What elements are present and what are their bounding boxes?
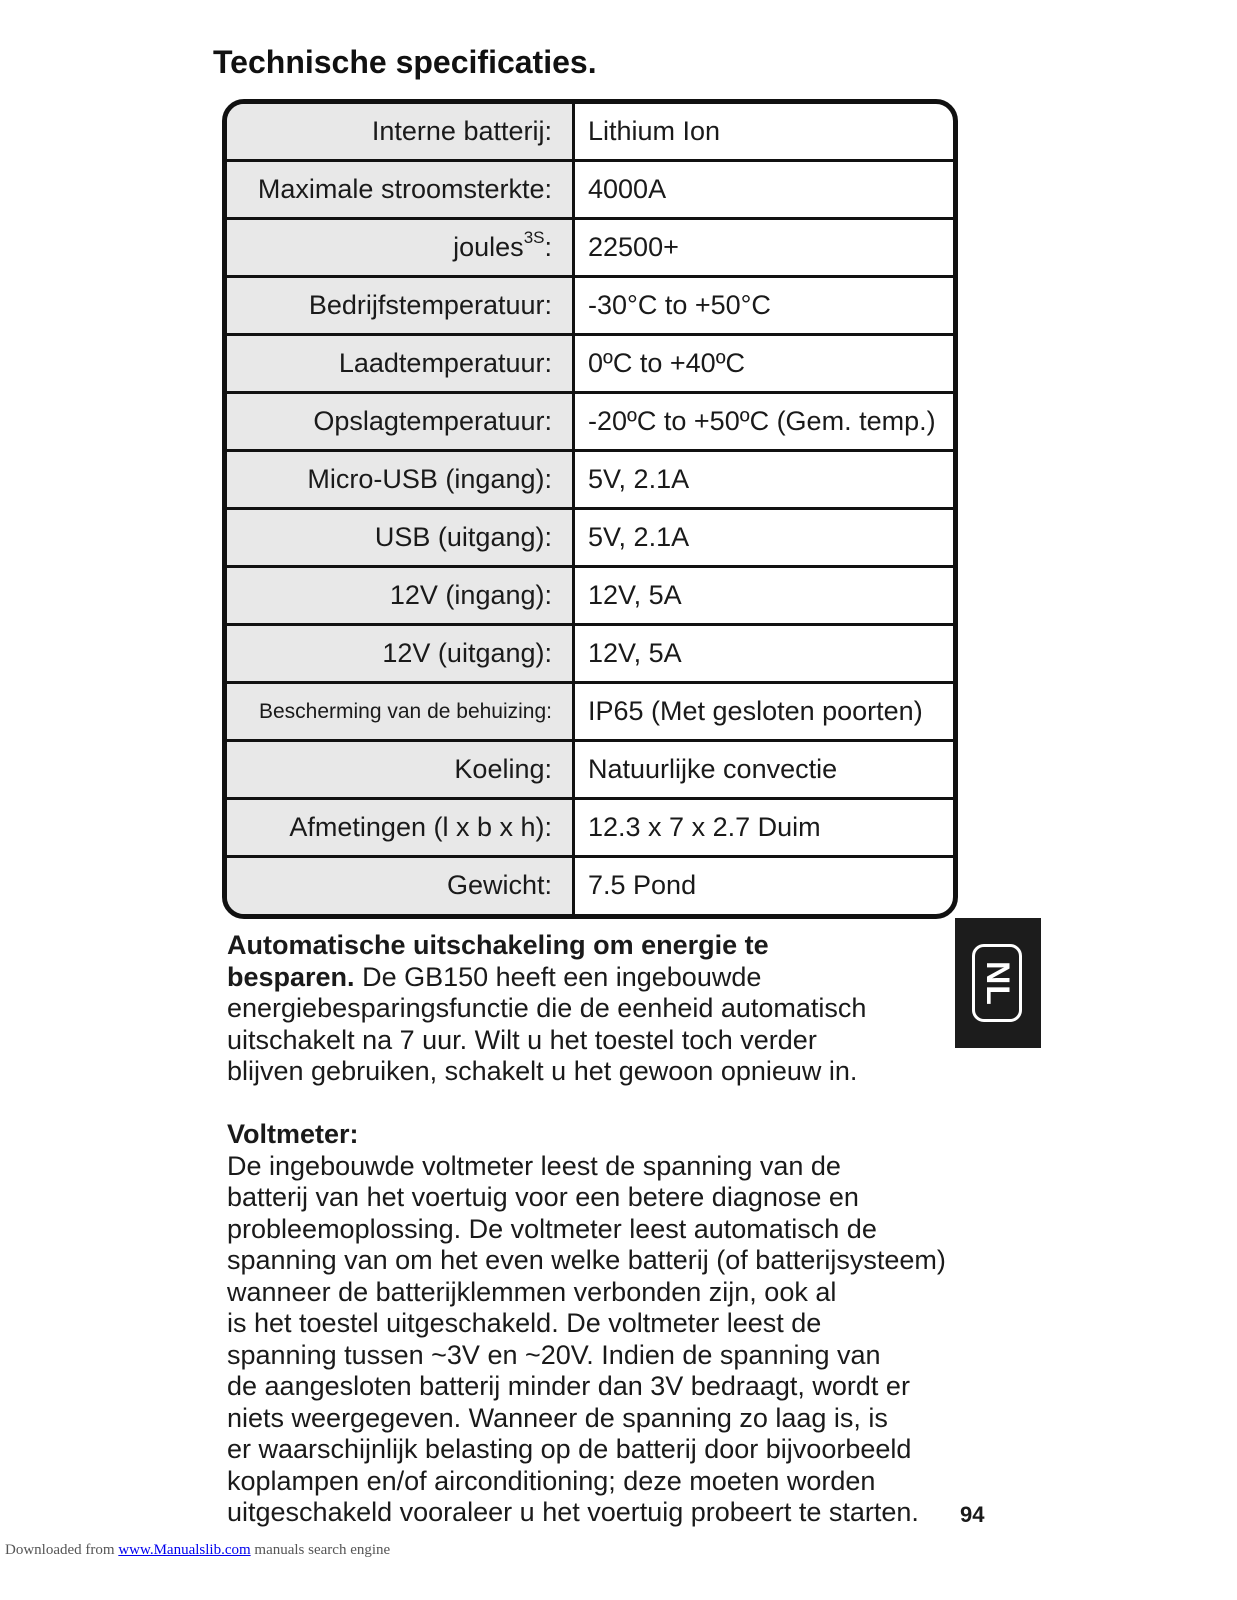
- voltmeter-line: De ingebouwde voltmeter leest de spanning van de: [227, 1150, 841, 1181]
- spec-row: [227, 568, 953, 626]
- spec-row: [227, 104, 953, 162]
- voltmeter-line: probleemoplossing. De voltmeter leest automatisch de: [227, 1213, 877, 1244]
- voltmeter-heading: Voltmeter:: [227, 1119, 359, 1149]
- spec-label: Koeling:: [227, 742, 575, 797]
- spec-value: 5V, 2.1A: [588, 522, 690, 552]
- voltmeter-line: wanneer de batterijklemmen verbonden zijn, ook al: [227, 1276, 837, 1307]
- voltmeter-section: [227, 1119, 987, 1529]
- spec-value: Natuurlijke convectie: [588, 754, 838, 784]
- spec-label: Afmetingen (l x b x h):: [227, 800, 575, 855]
- spec-row: [227, 278, 953, 336]
- spec-value: 4000A: [588, 174, 667, 204]
- voltmeter-line: koplampen en/of airconditioning; deze moeten worden: [227, 1465, 876, 1496]
- spec-value: 0ºC to +40ºC: [588, 348, 746, 378]
- spec-label: Laadtemperatuur:: [227, 336, 575, 391]
- spec-value: 22500+: [588, 232, 679, 262]
- language-tab: [955, 918, 1041, 1048]
- voltmeter-line: is het toestel uitgeschakeld. De voltmeter leest de: [227, 1308, 822, 1338]
- voltmeter-line: spanning van om het even welke batterij (of batterijsysteem): [227, 1245, 946, 1275]
- spec-label: Bedrijfstemperatuur:: [227, 278, 575, 333]
- spec-label: Interne batterij:: [227, 104, 575, 159]
- voltmeter-line: uitgeschakeld vooraleer u het voertuig probeert te starten.: [227, 1497, 919, 1527]
- spec-value: 7.5 Pond: [588, 870, 697, 900]
- spec-value: 12.3 x 7 x 2.7 Duim: [588, 812, 821, 842]
- footer-prefix: Downloaded from: [5, 1542, 119, 1558]
- spec-value: -30°C to +50°C: [588, 290, 771, 320]
- spec-row: [227, 162, 953, 220]
- auto-off-section: [227, 930, 947, 1088]
- spec-label: Maximale stroomsterkte:: [227, 162, 575, 217]
- spec-label: 12V (ingang):: [227, 568, 575, 623]
- spec-value: 12V, 5A: [588, 580, 682, 610]
- spec-row: [227, 510, 953, 568]
- voltmeter-line: de aangesloten batterij minder dan 3V bedraagt, wordt er: [227, 1371, 910, 1401]
- manualslib-link[interactable]: www.Manualslib.com: [118, 1542, 251, 1558]
- spec-label-colon: :: [544, 232, 552, 262]
- auto-off-line: blijven gebruiken, schakelt u het gewoon opnieuw in.: [227, 1056, 858, 1086]
- spec-label: [227, 220, 575, 275]
- spec-label-text: joules: [453, 232, 524, 262]
- spec-value: Lithium Ion: [588, 116, 721, 146]
- spec-row: [227, 800, 953, 858]
- auto-off-line: [227, 962, 947, 994]
- spec-label: 12V (uitgang):: [227, 626, 575, 681]
- spec-label: Opslagtemperatuur:: [227, 394, 575, 449]
- spec-row: [227, 684, 953, 742]
- auto-off-text: De GB150 heeft een ingebouwde: [354, 961, 762, 992]
- auto-off-heading: Automatische uitschakeling om energie te: [227, 930, 769, 960]
- spec-table: [222, 99, 958, 919]
- spec-value: -20ºC to +50ºC (Gem. temp.): [588, 406, 936, 436]
- spec-row: [227, 742, 953, 800]
- voltmeter-line: spanning tussen ~3V en ~20V. Indien de spanning van: [227, 1339, 881, 1370]
- spec-label-superscript: 3S: [523, 228, 545, 247]
- spec-row: [227, 220, 953, 278]
- language-badge: [972, 944, 1022, 1022]
- voltmeter-line: batterij van het voertuig voor een betere diagnose en: [227, 1182, 859, 1212]
- spec-row: [227, 452, 953, 510]
- spec-value: 12V, 5A: [588, 638, 682, 668]
- voltmeter-line: er waarschijnlijk belasting op de batterij door bijvoorbeeld: [227, 1434, 912, 1464]
- auto-off-line: uitschakelt na 7 uur. Wilt u het toestel toch verder: [227, 1024, 817, 1055]
- spec-value: 5V, 2.1A: [588, 464, 690, 494]
- spec-label: Gewicht:: [227, 858, 575, 916]
- spec-row: [227, 858, 953, 916]
- spec-row: [227, 394, 953, 452]
- spec-label: Micro-USB (ingang):: [227, 452, 575, 507]
- page-title: Technische specificaties.: [213, 44, 597, 80]
- language-code: NL: [979, 960, 1016, 1006]
- auto-off-heading-end: besparen.: [227, 961, 355, 992]
- spec-row: [227, 626, 953, 684]
- spec-label: Bescherming van de behuizing:: [227, 684, 575, 739]
- footer-suffix: manuals search engine: [250, 1542, 391, 1558]
- spec-value: IP65 (Met gesloten poorten): [588, 696, 923, 726]
- spec-row: [227, 336, 953, 394]
- auto-off-line: energiebesparingsfunctie die de eenheid automatisch: [227, 993, 867, 1023]
- spec-label: USB (uitgang):: [227, 510, 575, 565]
- page-number: 94: [960, 1502, 985, 1527]
- voltmeter-line: niets weergegeven. Wanneer de spanning zo laag is, is: [227, 1402, 888, 1433]
- download-footer: [5, 1542, 390, 1559]
